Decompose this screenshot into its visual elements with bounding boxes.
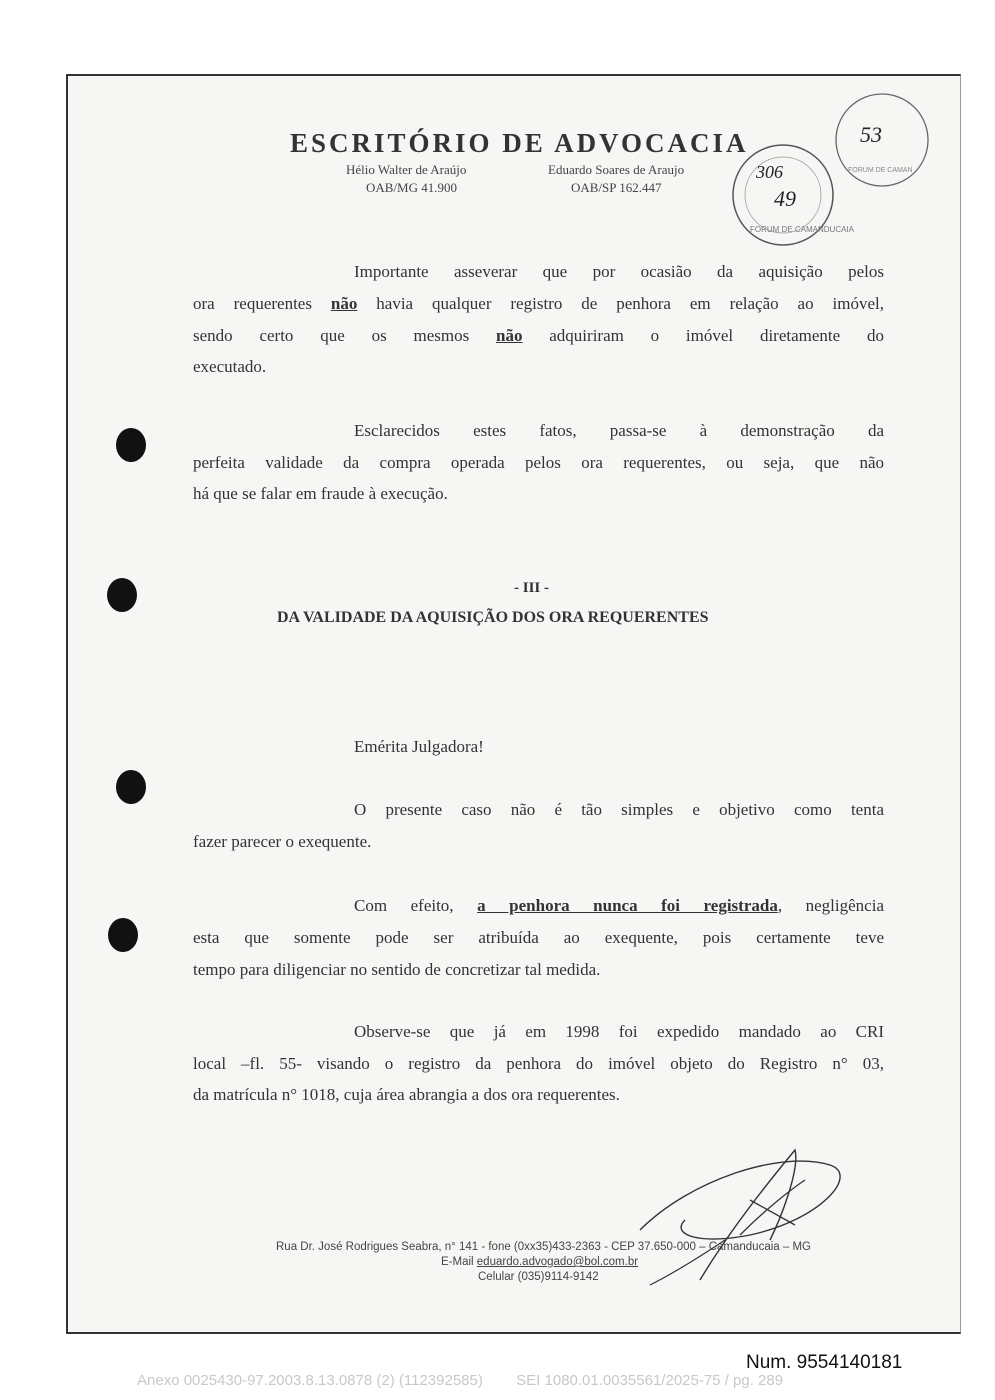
paragraph-1-line-4: executado.: [193, 357, 267, 376]
forum-stamp-seal: [728, 140, 855, 250]
paragraph-6-line-1: Observe-se que já em 1998 foi expedido mandado ao CRI: [354, 1022, 884, 1041]
paragraph-5-line-1: [354, 896, 884, 916]
sei-reference: Anexo 0025430-97.2003.8.13.0878 (2) (112392585) SEI 1080.01.0035561/2025-75 / pg. 289: [137, 1372, 784, 1389]
emphasis-text: não: [496, 326, 523, 345]
paragraph-4-line-1: O presente caso não é tão simples e objetivo como tenta: [354, 800, 884, 819]
footer-cellphone: Celular (035)9114-9142: [478, 1271, 599, 1283]
paragraph-5-line-2: esta que somente pode ser atribuída ao exequente, pois certamente teve: [193, 928, 884, 947]
section-title: DA VALIDADE DA AQUISIÇÃO DOS ORA REQUERENTES: [277, 609, 709, 626]
lawyer2-name: Eduardo Soares de Araujo: [548, 162, 685, 177]
email-label: E-Mail: [441, 1256, 477, 1268]
paragraph-6-line-2: local –fl. 55- visando o registro da penhora do imóvel objeto do Registro n° 03,: [193, 1054, 884, 1073]
document-number: Num. 9554140181: [746, 1352, 903, 1373]
paragraph-2-line-2: perfeita validade da compra operada pelos ora requerentes, ou seja, que não: [193, 453, 884, 472]
punch-hole: [116, 770, 146, 804]
punch-hole: [108, 918, 138, 952]
paragraph-1-line-2: [193, 294, 884, 314]
lawyer2-registration: OAB/SP 162.447: [571, 180, 662, 195]
paragraph-1-line-3: [193, 326, 884, 346]
text-run: sendo certo que os mesmos: [193, 326, 496, 345]
text-run: adquiriram o imóvel diretamente do: [522, 326, 884, 345]
text-run: ora requerentes: [193, 294, 331, 313]
stamp-forum-text: FORUM DE CAMANDUCAIA: [750, 225, 855, 234]
salutation: Emérita Julgadora!: [354, 737, 484, 756]
stamp-handwritten-page: 49: [774, 186, 796, 211]
emphasis-text: a penhora nunca foi registrada: [477, 896, 778, 915]
handwritten-signature: [630, 1140, 860, 1290]
paragraph-2-line-1: Esclarecidos estes fatos, passa-se à demonstração da: [354, 421, 884, 440]
stamp-handwritten-number: 53: [860, 122, 882, 147]
text-run: Com efeito,: [354, 896, 478, 915]
text-run: havia qualquer registro de penhora em relação ao imóvel,: [357, 294, 884, 313]
paragraph-4-line-2: fazer parecer o exequente.: [193, 832, 372, 851]
text-run: , negligência: [777, 896, 884, 915]
stamp-handwritten-number: 306: [756, 162, 783, 182]
email-link[interactable]: eduardo.advogado@bol.com.br: [476, 1256, 639, 1268]
section-number: - III -: [514, 580, 550, 596]
stamp-forum-text: FORUM DE CAMAN: [848, 167, 913, 174]
footer-email-line: [441, 1256, 638, 1268]
paragraph-2-line-3: há que se falar em fraude à execução.: [193, 484, 448, 503]
lawyer1-name: Hélio Walter de Araújo: [346, 162, 467, 177]
lawyer1-registration: OAB/MG 41.900: [366, 180, 458, 195]
paragraph-1-line-1: Importante asseverar que por ocasião da aquisição pelos: [354, 262, 884, 281]
forum-stamp-seal-2: [830, 90, 935, 190]
paragraph-5-line-3: tempo para diligenciar no sentido de concretizar tal medida.: [193, 960, 601, 979]
footer-address: Rua Dr. José Rodrigues Seabra, n° 141 - fone (0xx35)433-2363 - CEP 37.650-000 – Camanducaia – MG: [276, 1241, 811, 1253]
letterhead-title: ESCRITÓRIO DE ADVOCACIA: [290, 128, 749, 158]
punch-hole: [116, 428, 146, 462]
paragraph-6-line-3: da matrícula n° 1018, cuja área abrangia a dos ora requerentes.: [193, 1085, 620, 1104]
emphasis-text: não: [330, 294, 358, 313]
punch-hole: [107, 578, 137, 612]
